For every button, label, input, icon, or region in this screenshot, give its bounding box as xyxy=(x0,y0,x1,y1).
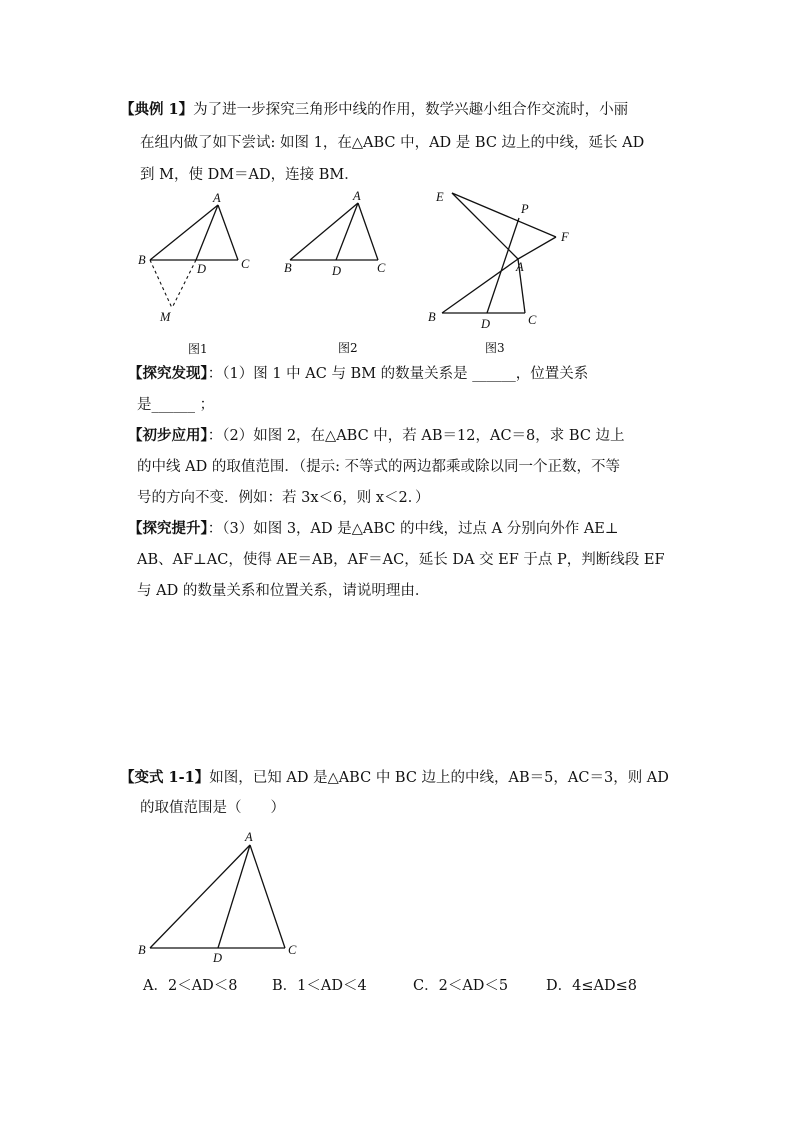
option-d[interactable]: D．4≤AD≤8 xyxy=(546,978,637,994)
improve-tag: 【探究提升】 xyxy=(128,520,208,537)
fig3-label-F: F xyxy=(561,230,569,244)
fig1-caption: 图1 xyxy=(188,342,208,356)
fig3-caption: 图3 xyxy=(485,341,505,355)
example-line-2: 在组内做了如下尝试: 如图 1，在△ABC 中，AD 是 BC 边上的中线，延长 AD xyxy=(140,135,645,151)
apply-tag: 【初步应用】 xyxy=(128,427,208,444)
option-c[interactable]: C．2＜AD＜5 xyxy=(413,978,509,994)
fig3-label-B: B xyxy=(428,310,436,324)
option-a[interactable]: A．2＜AD＜8 xyxy=(143,978,238,994)
example-line-1: 【典例 1】为了进一步探究三角形中线的作用，数学兴趣小组合作交流时，小丽 xyxy=(120,101,629,118)
fig2-caption: 图2 xyxy=(338,341,358,355)
fig3-label-P: P xyxy=(521,202,529,216)
variant-label-D: D xyxy=(213,951,223,965)
fig1-label-A: A xyxy=(213,191,221,205)
fig1-label-C: C xyxy=(241,257,250,271)
improve-line-1: 【探究提升】：（3）如图 3，AD 是△ABC 的中线，过点 A 分别向外作 AE⊥ xyxy=(128,520,619,537)
fig2-label-A: A xyxy=(353,189,361,203)
example-tag: 【典例 1】 xyxy=(120,101,194,118)
fig1-label-B: B xyxy=(138,253,146,267)
fig2-label-D: D xyxy=(332,264,342,278)
fig1-label-D: D xyxy=(197,262,207,276)
explore-line-1: 【探究发现】：（1）图 1 中 AC 与 BM 的数量关系是 ______，位置关系 xyxy=(128,365,589,382)
figure-1 xyxy=(138,191,250,356)
variant-line-1: 【变式 1-1】如图，已知 AD 是△ABC 中 BC 边上的中线，AB＝5，AC＝3，则 AD xyxy=(120,769,669,786)
fig3-label-D: D xyxy=(481,317,491,331)
explore-tag: 【探究发现】 xyxy=(128,365,208,382)
improve-line-3: 与 AD 的数量关系和位置关系，请说明理由． xyxy=(137,583,430,599)
apply-line-2: 的中线 AD 的取值范围．（提示: 不等式的两边都乘或除以同一个正数，不等 xyxy=(137,459,621,475)
fig3-label-A: A xyxy=(516,260,524,274)
fig3-label-C: C xyxy=(528,313,537,327)
variant-tag: 【变式 1-1】 xyxy=(120,769,210,786)
explore-line-2: 是______ ； xyxy=(137,397,215,413)
figure-3 xyxy=(428,190,569,355)
variant-label-C: C xyxy=(288,943,297,957)
apply-line-3: 号的方向不变．例如：若 3x＜6，则 x＜2．） xyxy=(137,490,430,506)
apply-line-1: 【初步应用】：（2）如图 2，在△ABC 中，若 AB＝12，AC＝8，求 BC 边上 xyxy=(128,427,625,444)
fig3-label-E: E xyxy=(436,190,444,204)
variant-label-A: A xyxy=(245,830,253,844)
variant-line-2: 的取值范围是（ ） xyxy=(140,800,285,816)
option-b[interactable]: B．1＜AD＜4 xyxy=(272,978,367,994)
fig2-label-B: B xyxy=(284,261,292,275)
variant-label-B: B xyxy=(138,943,146,957)
improve-line-2: AB、AF⊥AC，使得 AE＝AB，AF＝AC，延长 DA 交 EF 于点 P，判断线段 EF xyxy=(137,552,665,568)
fig1-label-M: M xyxy=(160,310,171,324)
variant-figure xyxy=(138,830,297,965)
figure-2 xyxy=(284,189,386,355)
fig2-label-C: C xyxy=(377,261,386,275)
example-line-3: 到 M，使 DM＝AD，连接 BM． xyxy=(140,167,359,183)
